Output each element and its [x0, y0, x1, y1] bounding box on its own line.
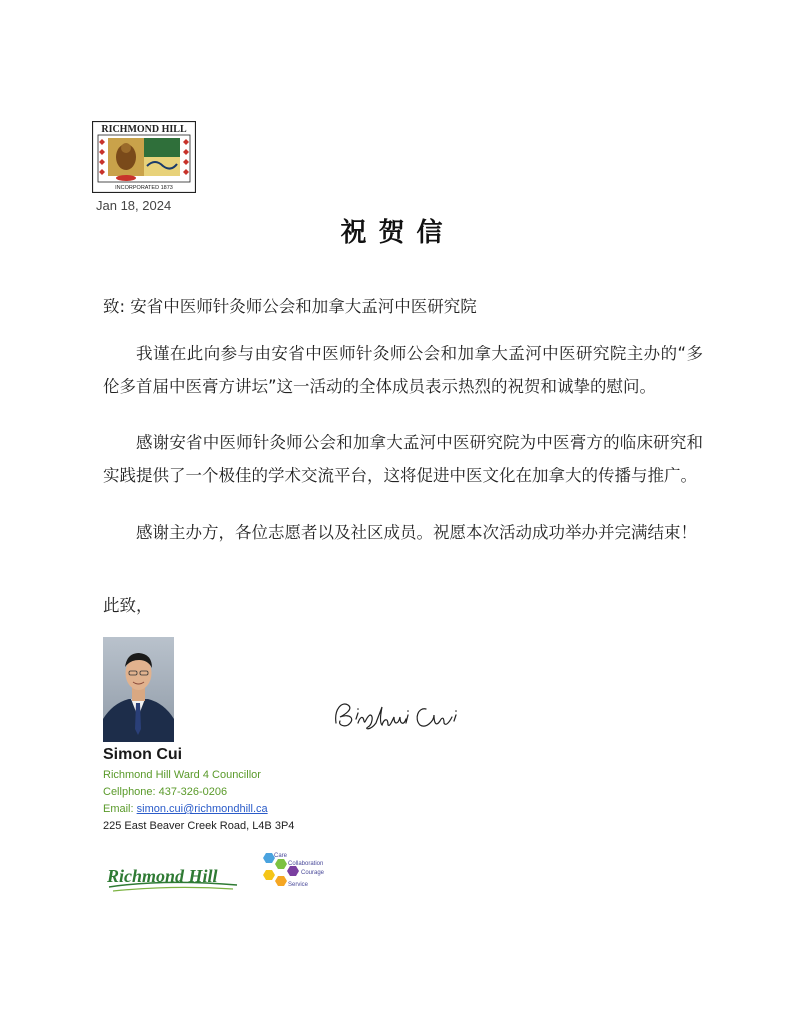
value-collaboration: Collaboration [288, 861, 324, 867]
email-link[interactable]: simon.cui@richmondhill.ca [136, 803, 268, 815]
paragraph-3: 感谢主办方，各位志愿者以及社区成员。祝愿本次活动成功举办并完满结束！ [136, 523, 697, 542]
sender-cellphone: Cellphone: 437-326-0206 [103, 786, 228, 798]
sender-email-row [103, 803, 268, 815]
richmond-hill-crest [92, 121, 196, 193]
sender-role: Richmond Hill Ward 4 Councillor [103, 769, 261, 781]
email-label: Email: [103, 803, 137, 815]
sender-address: 225 East Beaver Creek Road, L4B 3P4 [103, 820, 295, 832]
letter-date: Jan 18, 2024 [96, 198, 172, 213]
letter-title: 祝贺信 [340, 218, 455, 248]
value-care: Care [274, 853, 288, 859]
sender-photo [103, 637, 174, 742]
closing: 此致， [103, 596, 153, 615]
value-service: Service [288, 882, 309, 888]
crest-bottom-text: INCORPORATED 1873 [115, 185, 173, 191]
addressee: 致: 安省中医师针灸师公会和加拿大孟河中医研究院 [103, 297, 477, 316]
richmond-hill-logo [103, 855, 243, 897]
sender-name: Simon Cui [103, 746, 183, 763]
values-logo [258, 850, 350, 896]
paragraph-1: 我谨在此向参与由安省中医师针灸师公会和加拿大孟河中医研究院主办的“多伦多首届中医膏方讲坛”这一活动的全体成员表示热烈的祝贺和诚挚的慰问。 [103, 344, 703, 396]
handwritten-signature [330, 695, 470, 735]
paragraph-2: 感谢安省中医师针灸师公会和加拿大孟河中医研究院为中医膏方的临床研究和实践提供了一个极佳的学术交流平台，这将促进中医文化在加拿大的传播与推广。 [103, 433, 703, 485]
logo-text: Richmond Hill [107, 866, 218, 886]
crest-top-text: RICHMOND HILL [101, 124, 187, 135]
value-courage: Courage [301, 870, 325, 876]
